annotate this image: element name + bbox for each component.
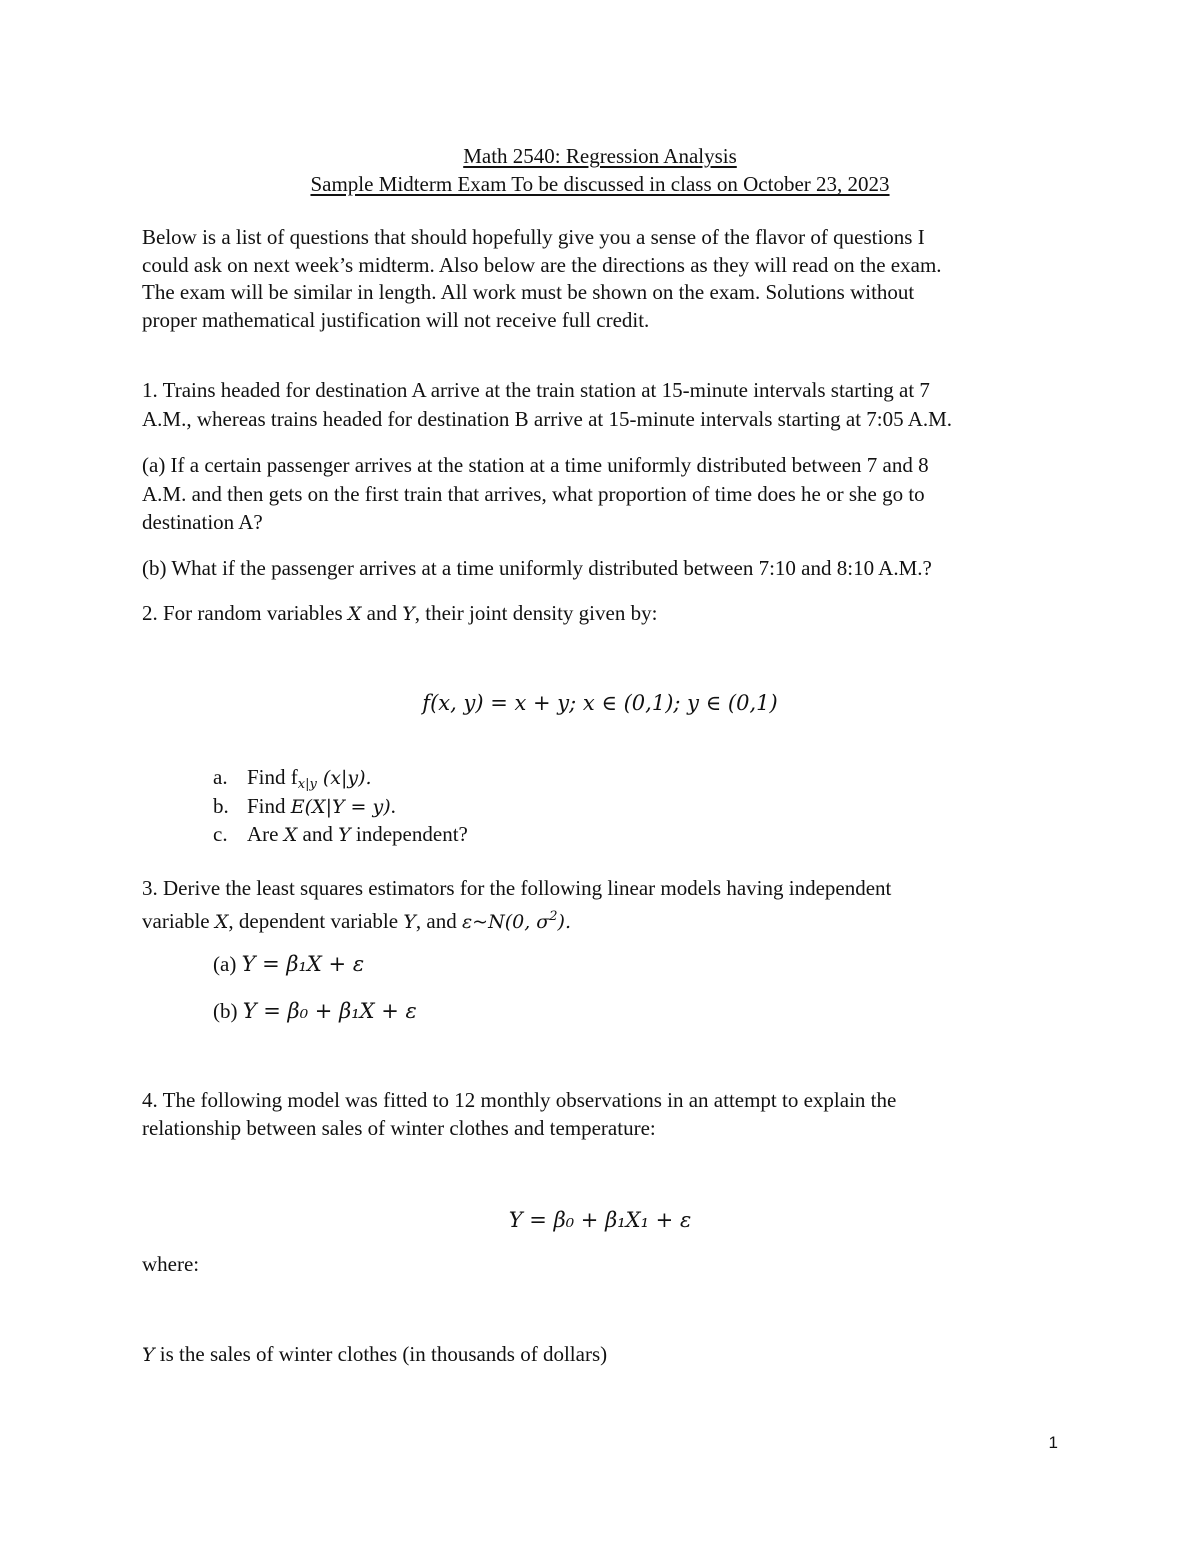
q2-intro-suffix: , their joint density given by: [414,601,658,625]
q2-item-c-text: Are [247,822,284,846]
q3-part-b [213,997,417,1025]
q2-item-a-marker: a. [213,765,228,789]
q4-line-1: 4. The following model was fitted to 12 monthly observations in an attempt to explain the [142,1088,897,1112]
course-title: Math 2540: Regression Analysis [463,144,737,168]
intro-line-4: proper mathematical justification will not receive full credit. [142,308,650,332]
q2-intro-prefix: 2. For random variables [142,601,348,625]
q3-l2-and: , and [415,909,462,933]
q3-line-2 [142,903,571,936]
q1a-line-2: A.M. and then gets on the first train that arrives, what proportion of time does he or she go to [142,482,925,506]
q3-part-a [213,950,364,978]
q3-l2-prefix: variable [142,909,215,933]
q3-l2-y: Y [403,911,416,933]
q4-model-equation: Y = β₀ + β₁X₁ + ε [508,1208,692,1232]
q2-item-c-rest: independent? [350,822,468,846]
q3-part-b-label: (b) [213,999,243,1023]
q1a-line-3: destination A? [142,510,263,534]
q2-and: and [361,601,403,625]
q2-item-b-marker: b. [213,794,229,818]
q3-l2-x: X [214,911,229,933]
exam-subtitle: Sample Midterm Exam To be discussed in class on October 23, 2023 [310,172,890,196]
q4-y-desc: is the sales of winter clothes (in thousands of dollars) [154,1342,608,1366]
page-number: 1 [1048,1433,1058,1452]
q2-item-a-sub: x|y [297,777,317,792]
q2-item-c-marker: c. [213,822,228,846]
q2-var-y: Y [402,603,415,625]
q2-intro [142,599,657,628]
q3-part-a-eq: Y = β₁X + ε [241,952,365,976]
q2-item-b-text: Find [247,794,291,818]
q2-item-b-math: E(X|Y = y) [290,796,391,818]
q1b-line: (b) What if the passenger arrives at a time uniformly distributed between 7:10 and 8:10 A.M.? [142,556,932,580]
intro-line-3: The exam will be similar in length. All work must be shown on the exam. Solutions without [142,280,915,304]
q2-item-b [247,792,396,821]
q3-l2-end: ). [557,911,571,933]
q2-item-a-rest: (x|y). [316,767,372,789]
q2-item-c-mid: and [297,822,339,846]
q1a-line-1: (a) If a certain passenger arrives at the station at a time uniformly distributed between 7 and 8 [142,453,929,477]
q1-line-2: A.M., whereas trains headed for destination B arrive at 15-minute intervals starting at 7:05 A.M. [142,407,953,431]
q4-where: where: [142,1252,200,1276]
intro-line-1: Below is a list of questions that should hopefully give you a sense of the flavor of questions I [142,225,925,249]
q2-item-c-math2: Y [338,824,351,846]
q2-var-x: X [347,603,362,625]
intro-line-2: could ask on next week’s midterm. Also below are the directions as they will read on the exam. [142,253,942,277]
q3-l2-sup: 2 [549,909,558,924]
q2-item-b-rest: . [390,794,396,818]
q3-part-b-eq: Y = β₀ + β₁X + ε [242,999,417,1023]
q3-l2-dist: ε~N(0, σ [461,911,550,933]
q1-line-1: 1. Trains headed for destination A arrive at the train station at 15-minute intervals starting at 7 [142,378,930,402]
q3-l2-mid: , dependent variable [228,909,404,933]
q4-y-var: Y [142,1344,155,1366]
q4-y-definition [142,1340,607,1369]
q2-item-c-math: X [283,824,298,846]
q2-item-c [247,820,468,849]
q3-line-1: 3. Derive the least squares estimators for the following linear models having independent [142,876,892,900]
q2-item-a-text: Find f [247,765,298,789]
q3-part-a-label: (a) [213,952,242,976]
q4-line-2: relationship between sales of winter clothes and temperature: [142,1116,656,1140]
q2-density-equation: f(x, y) = x + y; x ∈ (0,1); y ∈ (0,1) [422,691,778,715]
